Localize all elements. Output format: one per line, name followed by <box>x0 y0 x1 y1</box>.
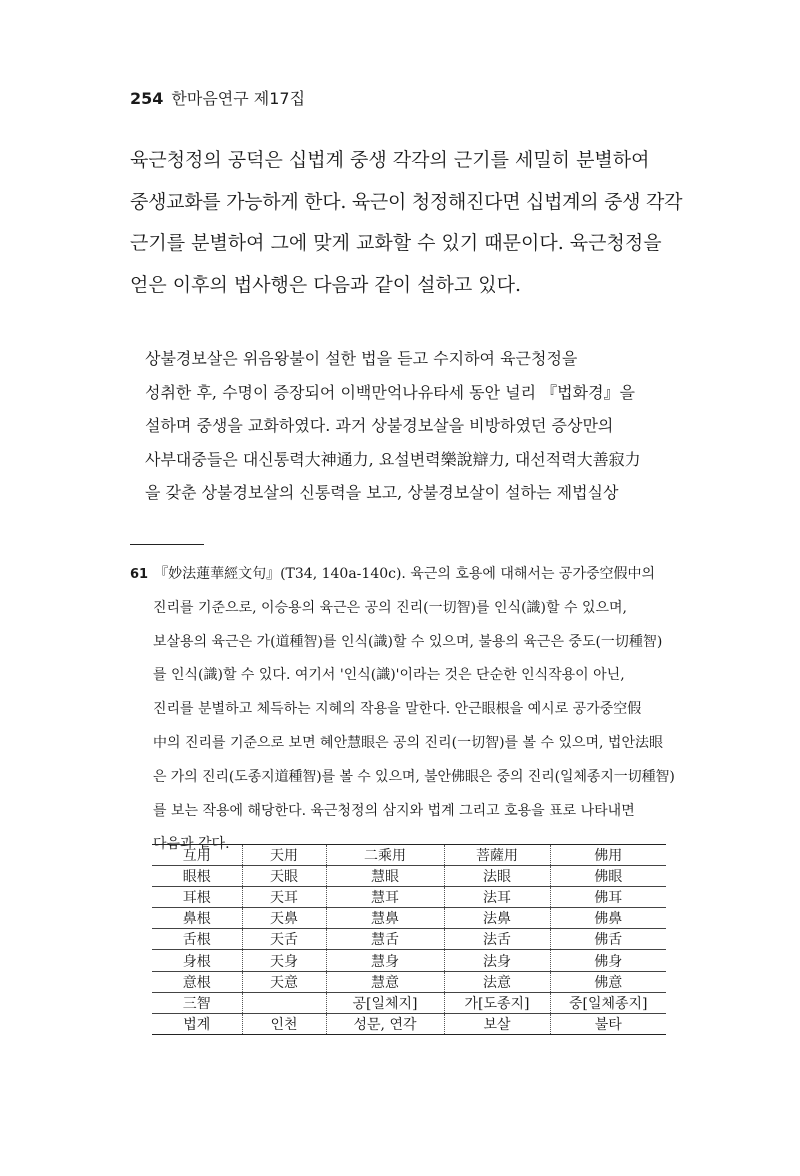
table-cell: 法身 <box>444 950 550 971</box>
table-header-cell: 二乘用 <box>326 845 444 866</box>
table-cell: 天身 <box>242 950 326 971</box>
footnote-line: 진리를 기준으로, 이승용의 육근은 공의 진리(一切智)를 인식(識)할 수 있으며, <box>153 599 627 616</box>
table-cell: 天意 <box>242 971 326 992</box>
footnote-line <box>130 558 675 592</box>
body-line: 중생교화를 가능하게 한다. 육근이 청정해진다면 십법계의 중생 각각 <box>130 190 683 213</box>
footnote-line: 中의 진리를 기준으로 보면 혜안慧眼은 공의 진리(一切智)를 볼 수 있으며, 법안法眼 <box>153 734 663 751</box>
footnote-number: 61 <box>130 567 149 582</box>
footnote-line: 은 가의 진리(도종지道種智)를 볼 수 있으며, 불안佛眼은 중의 진리(일체종지一切種智) <box>153 768 675 785</box>
table-row <box>152 992 666 1013</box>
table-row <box>152 1013 666 1034</box>
table-row <box>152 950 666 971</box>
footnote-line: 보살용의 육근은 가(道種智)를 인식(識)할 수 있으며, 불용의 육근은 중도(一切種智) <box>153 633 663 650</box>
table-cell: 慧眼 <box>326 866 444 887</box>
table-cell: 三智 <box>152 992 242 1013</box>
table-cell: 인천 <box>242 1013 326 1034</box>
footnote-line: 를 보는 작용에 해당한다. 육근청정의 삼지와 법계 그리고 호용을 표로 나타내면 <box>153 802 635 819</box>
table-cell: 佛眼 <box>550 866 666 887</box>
table-header-cell: 互用 <box>152 845 242 866</box>
running-header <box>130 86 305 109</box>
table-header-row <box>152 845 666 866</box>
table-cell <box>242 992 326 1013</box>
journal-title: 한마음연구 제17집 <box>171 89 306 108</box>
footnote-line: 를 인식(識)할 수 있다. 여기서 '인식(識)'이라는 것은 단순한 인식작용이 아닌, <box>153 667 625 684</box>
table-cell: 慧鼻 <box>326 908 444 929</box>
table-cell: 法舌 <box>444 929 550 950</box>
footnote-61 <box>130 558 675 862</box>
table-row <box>152 887 666 908</box>
table-cell: 鼻根 <box>152 908 242 929</box>
quote-line: 성취한 후, 수명이 증장되어 이백만억나유타세 동안 널리 『법화경』을 <box>145 382 636 402</box>
body-line: 얻은 이후의 법사행은 다음과 같이 설하고 있다. <box>130 273 522 296</box>
table-cell: 佛意 <box>550 971 666 992</box>
table-cell: 佛鼻 <box>550 908 666 929</box>
table-cell: 眼根 <box>152 866 242 887</box>
table-cell: 法意 <box>444 971 550 992</box>
body-line: 육근청정의 공덕은 십법계 중생 각각의 근기를 세밀히 분별하여 <box>130 149 650 171</box>
footnote-text: 『妙法蓮華經文句』(T34, 140a-140c). 육근의 호용에 대해서는 공가중空假中의 <box>154 566 656 582</box>
table-row <box>152 971 666 992</box>
table-cell: 身根 <box>152 950 242 971</box>
footnote-line: 다음과 같다. <box>153 836 230 853</box>
quote-block <box>145 342 665 510</box>
table-cell: 불타 <box>550 1013 666 1034</box>
footnote-rule <box>130 544 204 545</box>
footnote-line: 진리를 분별하고 체득하는 지혜의 작용을 말한다. 안근眼根을 예시로 공가중空假 <box>153 701 642 718</box>
table-cell: 보살 <box>444 1013 550 1034</box>
table-cell: 중[일체종지] <box>550 992 666 1013</box>
table-cell: 성문, 연각 <box>326 1013 444 1034</box>
table-cell: 慧舌 <box>326 929 444 950</box>
table-cell: 佛耳 <box>550 887 666 908</box>
table-cell: 意根 <box>152 971 242 992</box>
body-paragraph <box>130 140 682 306</box>
quote-line: 사부대중들은 대신통력大神通力, 요설변력樂說辯力, 대선적력大善寂力 <box>145 449 641 469</box>
table-row <box>152 929 666 950</box>
table-cell: 慧意 <box>326 971 444 992</box>
table-cell: 舌根 <box>152 929 242 950</box>
table-cell: 공[일체지] <box>326 992 444 1013</box>
table-cell: 法鼻 <box>444 908 550 929</box>
quote-line: 을 갖춘 상불경보살의 신통력을 보고, 상불경보살이 설하는 제법실상 <box>145 483 619 502</box>
table-row <box>152 866 666 887</box>
table-cell: 佛身 <box>550 950 666 971</box>
table-cell: 慧耳 <box>326 887 444 908</box>
table-cell: 天耳 <box>242 887 326 908</box>
table-cell: 法耳 <box>444 887 550 908</box>
table-cell: 가[도종지] <box>444 992 550 1013</box>
table-cell: 耳根 <box>152 887 242 908</box>
table-row <box>152 908 666 929</box>
table-header-cell: 佛用 <box>550 845 666 866</box>
table-header-cell: 天用 <box>242 845 326 866</box>
table-cell: 天鼻 <box>242 908 326 929</box>
table-cell: 佛舌 <box>550 929 666 950</box>
body-line: 근기를 분별하여 그에 맞게 교화할 수 있기 때문이다. 육근청정을 <box>130 232 662 254</box>
quote-line: 상불경보살은 위음왕불이 설한 법을 듣고 수지하여 육근청정을 <box>145 349 578 368</box>
quote-line: 설하며 중생을 교화하였다. 과거 상불경보살을 비방하였던 증상만의 <box>145 416 614 435</box>
table-cell: 慧身 <box>326 950 444 971</box>
table-cell: 법계 <box>152 1013 242 1034</box>
table-header-cell: 菩薩用 <box>444 845 550 866</box>
table-cell: 法眼 <box>444 866 550 887</box>
table-cell: 天眼 <box>242 866 326 887</box>
table-cell: 天舌 <box>242 929 326 950</box>
sense-organ-mapping-table <box>152 844 666 1035</box>
page-number: 254 <box>130 89 164 108</box>
